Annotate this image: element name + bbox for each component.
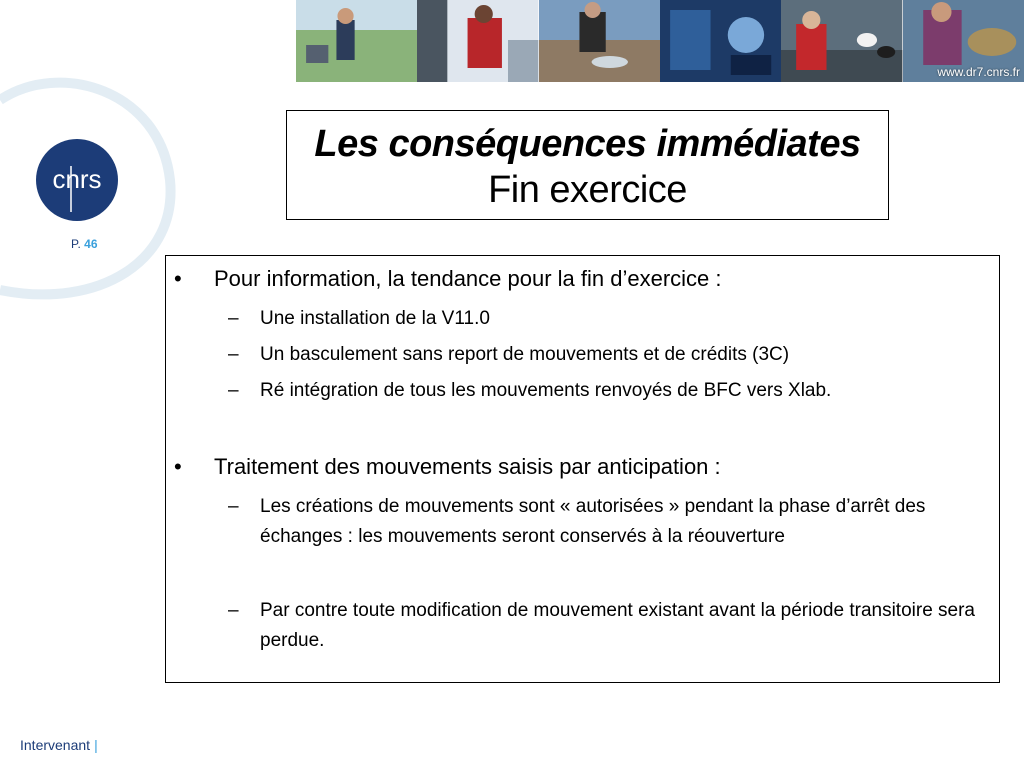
- bullet-text: Pour information, la tendance pour la fin d’exercice :: [214, 266, 722, 291]
- sub-bullet-text: Ré intégration de tous les mouvements renvoyés de BFC vers Xlab.: [260, 380, 832, 401]
- dash-mark: –: [228, 308, 239, 329]
- dash-mark: –: [228, 496, 239, 517]
- header-photo-strip: [296, 0, 1024, 82]
- footer-separator: |: [94, 737, 98, 753]
- dash-mark: –: [228, 600, 239, 621]
- coast-birds-photo: [781, 0, 902, 82]
- page-number: [71, 237, 98, 251]
- slide-title: Les conséquences immédiates: [314, 123, 861, 165]
- footer-presenter: [20, 737, 98, 753]
- bullet-mark: •: [174, 266, 182, 291]
- page-number-value: 46: [84, 237, 98, 251]
- cnrs-logo: [35, 138, 119, 222]
- sub-bullet-text: Par contre toute modification de mouvement existant avant la période transitoire sera perdue.: [260, 600, 975, 651]
- field-work-photo: [296, 0, 417, 82]
- cnrs-logo-text: cnrs: [52, 164, 102, 194]
- sub-bullet-text: Un basculement sans report de mouvements et de crédits (3C): [260, 344, 790, 365]
- footer-label: Intervenant: [20, 737, 91, 753]
- title-box: [286, 110, 889, 220]
- dash-mark: –: [228, 344, 239, 365]
- sub-bullet-text: Les créations de mouvements sont « autorisées » pendant la phase d’arrêt des échanges : les mouvements seront conservés à la réouverture: [260, 496, 926, 547]
- sea-sampling-photo: [417, 0, 538, 82]
- website-url: www.dr7.cnrs.fr: [937, 65, 1020, 79]
- bullet-text: Traitement des mouvements saisis par anticipation :: [214, 454, 721, 479]
- page-prefix: P.: [71, 237, 81, 251]
- sub-bullet-text: Une installation de la V11.0: [260, 308, 490, 329]
- bullet-mark: •: [174, 454, 182, 479]
- lab-equipment-photo: [660, 0, 781, 82]
- dash-mark: –: [228, 380, 239, 401]
- slide-subtitle: Fin exercice: [488, 169, 687, 211]
- content-box: [165, 255, 1000, 683]
- rock-sampling-photo: [539, 0, 660, 82]
